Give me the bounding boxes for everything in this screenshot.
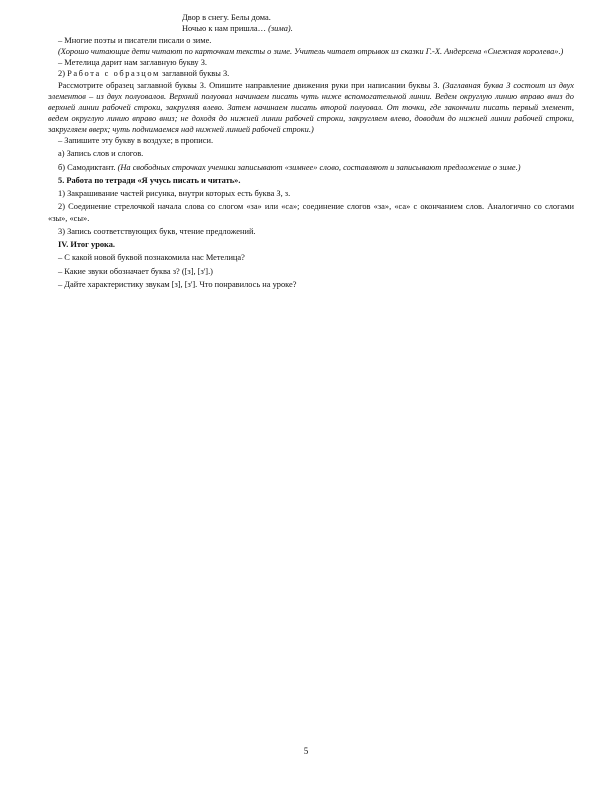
paragraph-metelitsa: – Метелица дарит нам заглавную букву З. (58, 58, 208, 68)
paragraph-consider (48, 80, 574, 135)
page-number: 5 (303, 746, 309, 756)
poem-line-2-text: Ночью к нам пришла… (182, 24, 269, 34)
dictation-italic: (На свободных строчках ученики записывают «зимнее» слово, составляют и записывают предложение о зиме.) (117, 162, 521, 172)
document-page (48, 12, 574, 290)
dictation-normal: б) Самодиктант. (58, 162, 118, 172)
question-1: – С какой новой буквой познакомила нас Метелица? (58, 253, 245, 263)
work-with-sample (48, 68, 574, 79)
paragraph-air: – Запишите эту букву в воздухе; в прописи. (58, 136, 214, 146)
section-5-heading: 5. Работа по тетради «Я учусь писать и читать». (58, 175, 241, 185)
section-5-item-2: 2) Соединение стрелочкой начала слова со слогом «за» или «са»; соединение слогов «за», «са» с окончанием слов. Аналогично со слогами «зы», «сы». (48, 202, 574, 223)
work-rest-text: заглавной буквы З. (159, 69, 230, 79)
poem-line-2 (48, 23, 574, 34)
paragraph-a: а) Запись слов и слогов. (58, 149, 144, 159)
paragraph-poets: – Многие поэты и писатели писали о зиме. (58, 36, 212, 46)
section-5-item-1: 1) Закрашивание частей рисунка, внутри которых есть буква З, з. (58, 189, 291, 199)
poem-line-1: Двор в снегу. Белы дома. (182, 13, 271, 22)
paragraph-dictation (48, 162, 574, 173)
work-spaced-text: Работа с образцом (67, 69, 160, 79)
consider-normal: Рассмотрите образец заглавной буквы З. Опишите направление движения руки при написании буквы З. (58, 80, 443, 90)
question-2: – Какие звуки обозначает буква з? ([з], [з'].) (58, 266, 213, 276)
poem-answer: (зима). (268, 24, 293, 34)
consider-italic: (Заглавная буква З состоит из двух элементов – из двух полуовалов. Верхний полуовал начинаем писать чуть ниже вспомогательной линии. Ведем округлую линию вправо вниз до верхней линии рабочей строки, закругляя влево. Затем начинаем писать второй полуовал. От точки, где закончили писать первый элемент, ведем округлую линию вправо вниз; не доходя до нижней линии рабочей строки, закругляем влево, доводим до нижней линии рабочей строки, закругляем вверх; чуть поднимаемся над нижней линией рабочей строки.) (48, 80, 574, 134)
question-3: – Дайте характеристику звукам [з], [з']. Что понравилось на уроке? (58, 279, 297, 289)
section-4-heading: IV. Итог урока. (58, 240, 116, 250)
work-number: 2) (58, 69, 68, 79)
paragraph-reading: (Хорошо читающие дети читают по карточкам тексты о зиме. Учитель читает отрывок из сказки Г.-Х. Андерсена «Снежная королева».) (58, 47, 564, 57)
section-5-item-3: 3) Запись соответствующих букв, чтение предложений. (58, 226, 256, 236)
